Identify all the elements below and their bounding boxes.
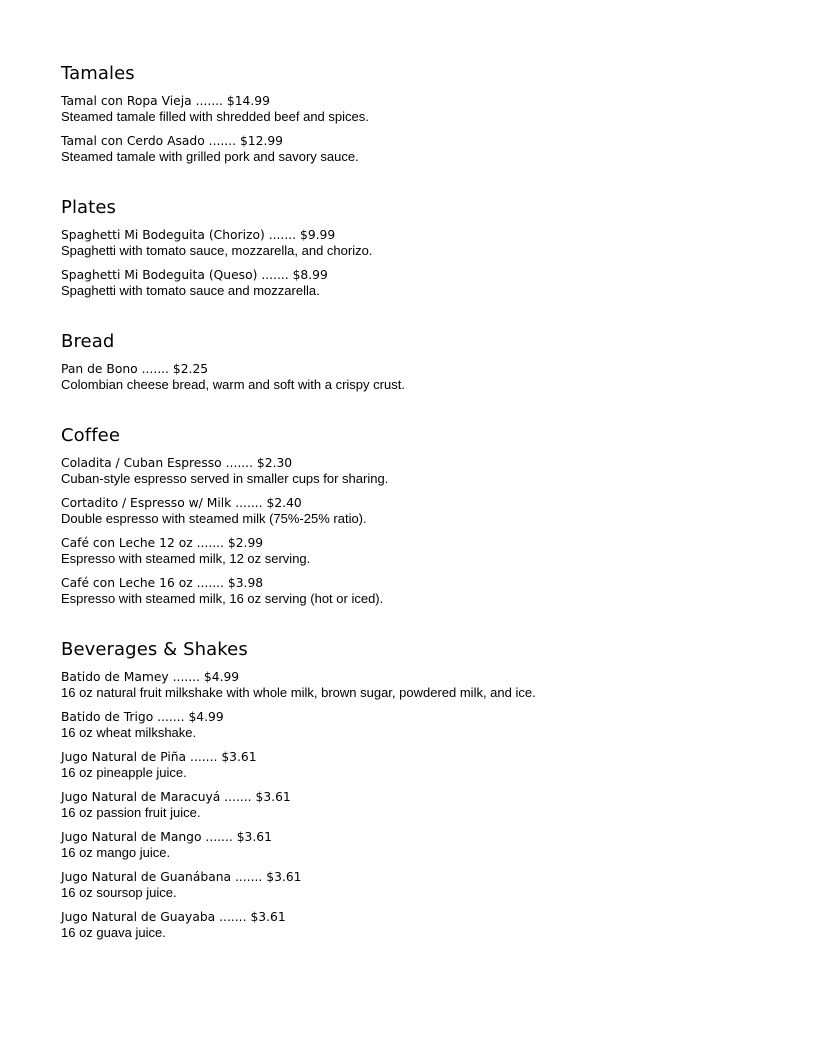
item-description: 16 oz guava juice. (61, 925, 166, 940)
section-title: Beverages & Shakes (61, 639, 248, 660)
item-description: 16 oz passion fruit juice. (61, 805, 201, 820)
item-line (61, 909, 761, 925)
menu-section-coffee (61, 426, 761, 607)
section-title: Tamales (61, 63, 135, 84)
item-line (61, 709, 761, 725)
item-line (61, 133, 761, 149)
item-name: Spaghetti Mi Bodeguita (Chorizo) (61, 228, 265, 242)
item-line (61, 361, 761, 377)
menu-item (61, 535, 761, 567)
item-name: Jugo Natural de Maracuyá (61, 790, 221, 804)
item-price: $2.40 (266, 496, 302, 510)
item-separator: ....... (195, 94, 223, 108)
item-name: Spaghetti Mi Bodeguita (Queso) (61, 268, 258, 282)
item-line (61, 869, 761, 885)
section-title: Bread (61, 331, 115, 352)
item-separator: ....... (141, 362, 169, 376)
item-name: Tamal con Cerdo Asado (61, 134, 205, 148)
item-name: Café con Leche 16 oz (61, 576, 193, 590)
menu-item (61, 709, 761, 741)
item-name: Jugo Natural de Piña (61, 750, 187, 764)
item-description: 16 oz soursop juice. (61, 885, 177, 900)
item-separator: ....... (208, 134, 237, 148)
item-description: Cuban-style espresso served in smaller cups for sharing. (61, 471, 389, 486)
item-description: Double espresso with steamed milk (75%-25% ratio). (61, 511, 367, 526)
item-separator: ....... (268, 228, 297, 242)
item-name: Pan de Bono (61, 362, 138, 376)
item-description: 16 oz mango juice. (61, 845, 171, 860)
item-separator: ....... (224, 790, 252, 804)
menu-item (61, 789, 761, 821)
item-separator: ....... (172, 670, 200, 684)
item-description: 16 oz wheat milkshake. (61, 725, 197, 740)
item-separator: ....... (234, 870, 263, 884)
item-price: $4.99 (188, 710, 224, 724)
item-line (61, 669, 761, 685)
item-description: Colombian cheese bread, warm and soft with a crispy crust. (61, 377, 405, 392)
item-separator: ....... (235, 496, 263, 510)
item-name: Jugo Natural de Guanábana (61, 870, 232, 884)
item-price: $2.30 (256, 456, 293, 470)
menu-section-tamales (61, 64, 761, 165)
menu-page (61, 64, 761, 941)
item-separator: ....... (196, 576, 224, 590)
item-separator: ....... (205, 830, 233, 844)
item-description: Espresso with steamed milk, 16 oz serving (hot or iced). (61, 591, 384, 606)
menu-item (61, 575, 761, 607)
menu-item (61, 669, 761, 701)
item-line (61, 749, 761, 765)
menu-section-beverages (61, 640, 761, 941)
menu-item (61, 267, 761, 299)
menu-section-bread (61, 332, 761, 393)
item-price: $8.99 (292, 268, 328, 282)
item-price: $2.99 (227, 536, 264, 550)
item-separator: ....... (219, 910, 247, 924)
section-title: Coffee (61, 425, 121, 446)
menu-item (61, 227, 761, 259)
item-description: Steamed tamale with grilled pork and savory sauce. (61, 149, 359, 164)
menu-item (61, 495, 761, 527)
item-line (61, 789, 761, 805)
item-name: Batido de Mamey (61, 670, 169, 684)
item-price: $3.61 (236, 830, 272, 844)
item-price: $3.98 (227, 576, 264, 590)
item-line (61, 455, 761, 471)
item-line (61, 535, 761, 551)
menu-item (61, 749, 761, 781)
item-description: Steamed tamale filled with shredded beef and spices. (61, 109, 369, 124)
item-price: $9.99 (300, 228, 336, 242)
menu-item (61, 909, 761, 941)
item-price: $3.61 (221, 750, 257, 764)
item-line (61, 227, 761, 243)
menu-item (61, 829, 761, 861)
item-separator: ....... (157, 710, 185, 724)
menu-item (61, 133, 761, 165)
item-price: $3.61 (255, 790, 291, 804)
menu-item (61, 93, 761, 125)
item-description: Espresso with steamed milk, 12 oz serving. (61, 551, 311, 566)
item-line (61, 495, 761, 511)
item-name: Tamal con Ropa Vieja (61, 94, 192, 108)
item-line (61, 93, 761, 109)
item-separator: ....... (190, 750, 218, 764)
item-price: $3.61 (250, 910, 286, 924)
item-name: Jugo Natural de Mango (61, 830, 202, 844)
menu-item (61, 869, 761, 901)
menu-item (61, 455, 761, 487)
item-line (61, 575, 761, 591)
menu-item (61, 361, 761, 393)
item-price: $2.25 (172, 362, 209, 376)
item-description: Spaghetti with tomato sauce and mozzarella. (61, 283, 320, 298)
item-description: Spaghetti with tomato sauce, mozzarella, and chorizo. (61, 243, 373, 258)
item-description: 16 oz pineapple juice. (61, 765, 187, 780)
item-separator: ....... (261, 268, 289, 282)
item-price: $12.99 (239, 134, 283, 148)
item-name: Café con Leche 12 oz (61, 536, 193, 550)
section-title: Plates (61, 197, 116, 218)
item-name: Cortadito / Espresso w/ Milk (61, 496, 232, 510)
item-separator: ....... (196, 536, 224, 550)
item-name: Jugo Natural de Guayaba (61, 910, 216, 924)
item-line (61, 829, 761, 845)
item-line (61, 267, 761, 283)
item-price: $3.61 (266, 870, 302, 884)
item-name: Coladita / Cuban Espresso (61, 456, 222, 470)
menu-section-plates (61, 198, 761, 299)
item-description: 16 oz natural fruit milkshake with whole milk, brown sugar, powdered milk, and ice. (61, 685, 536, 700)
item-name: Batido de Trigo (61, 710, 154, 724)
item-price: $14.99 (226, 94, 270, 108)
item-price: $4.99 (203, 670, 240, 684)
item-separator: ....... (225, 456, 253, 470)
